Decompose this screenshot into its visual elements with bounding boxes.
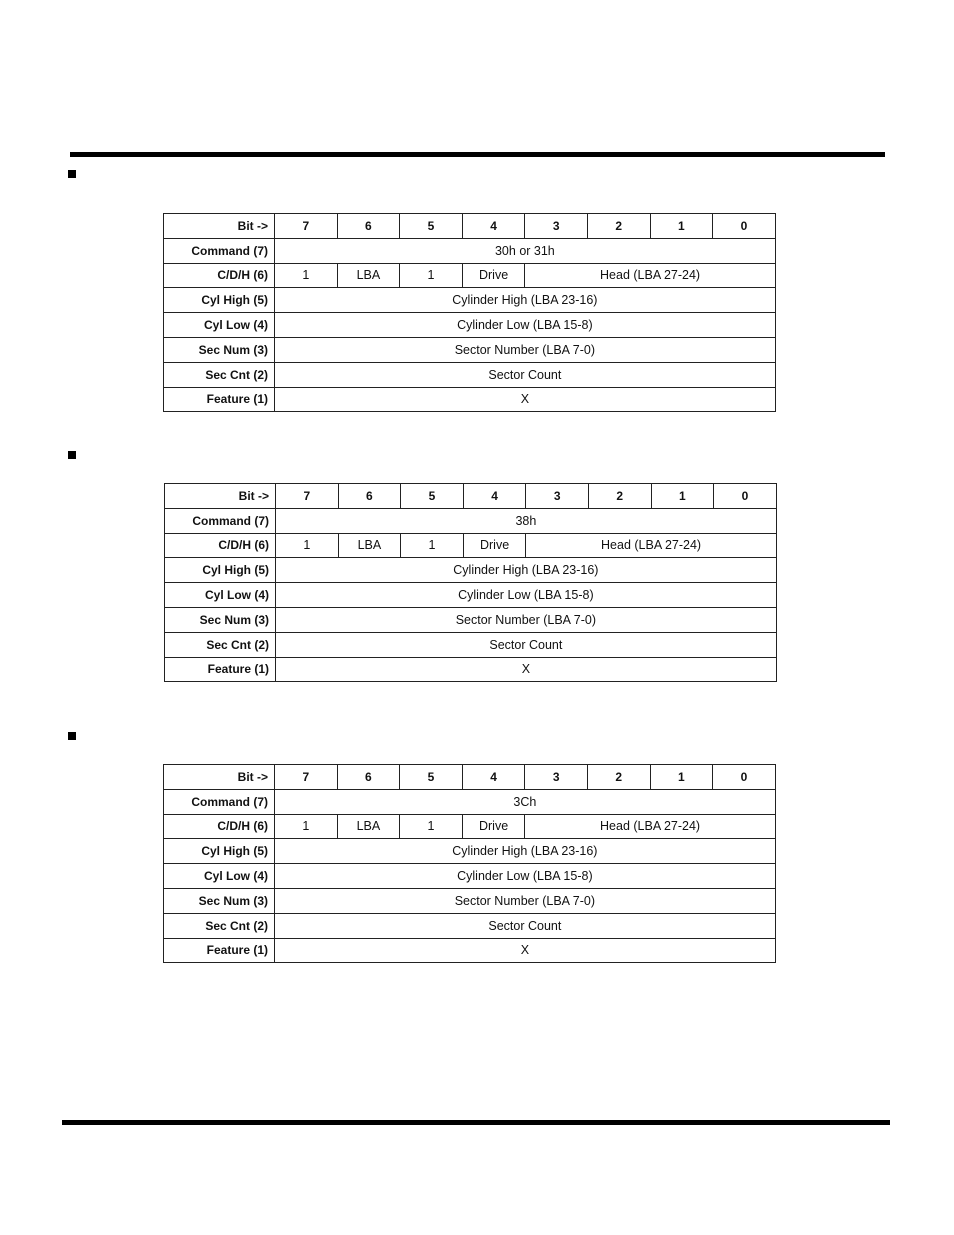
bit-number: 5: [401, 484, 464, 509]
sec-cnt-label: Sec Cnt (2): [164, 913, 275, 938]
feature-row: [164, 938, 776, 963]
sec-num-label: Sec Num (3): [164, 888, 275, 913]
command-value: 3Ch: [275, 789, 776, 814]
bit-number: 6: [337, 214, 400, 239]
bit-header-row: [164, 214, 776, 239]
feature-row: [165, 657, 777, 682]
cyl-high-value: Cylinder High (LBA 23-16): [275, 839, 776, 864]
cdh-bit7: 1: [275, 814, 338, 839]
cdh-row: [164, 263, 776, 288]
cdh-label: C/D/H (6): [165, 533, 276, 558]
register-table-2: [164, 483, 777, 682]
bit-header-label: Bit ->: [165, 484, 276, 509]
bit-header-row: [165, 484, 777, 509]
command-label: Command (7): [165, 508, 276, 533]
cyl-high-label: Cyl High (5): [164, 839, 275, 864]
command-value: 30h or 31h: [275, 238, 776, 263]
cyl-high-label: Cyl High (5): [164, 288, 275, 313]
bit-number: 5: [400, 214, 463, 239]
bit-number: 2: [588, 484, 651, 509]
cdh-label: C/D/H (6): [164, 814, 275, 839]
bit-number: 0: [713, 214, 776, 239]
command-row: [164, 238, 776, 263]
feature-label: Feature (1): [164, 387, 275, 412]
bit-number: 2: [587, 765, 650, 790]
sec-cnt-row: [164, 913, 776, 938]
cdh-bit6: LBA: [337, 814, 400, 839]
cdh-bit4: Drive: [462, 263, 525, 288]
sec-cnt-value: Sector Count: [276, 632, 777, 657]
cdh-head: Head (LBA 27-24): [526, 533, 776, 558]
bit-number: 7: [275, 765, 338, 790]
sec-cnt-label: Sec Cnt (2): [165, 632, 276, 657]
bit-number: 4: [463, 484, 526, 509]
bottom-rule: [62, 1120, 890, 1125]
cyl-high-value: Cylinder High (LBA 23-16): [275, 288, 776, 313]
bit-header-label: Bit ->: [164, 765, 275, 790]
cyl-high-row: [164, 839, 776, 864]
cyl-high-label: Cyl High (5): [165, 558, 276, 583]
feature-value: X: [275, 938, 776, 963]
cdh-bit7: 1: [275, 263, 338, 288]
bit-number: 1: [650, 765, 713, 790]
sec-cnt-label: Sec Cnt (2): [164, 362, 275, 387]
bit-number: 2: [587, 214, 650, 239]
sec-cnt-row: [164, 362, 776, 387]
sec-num-value: Sector Number (LBA 7-0): [275, 888, 776, 913]
cyl-low-value: Cylinder Low (LBA 15-8): [276, 583, 777, 608]
cdh-bit4: Drive: [463, 533, 526, 558]
cdh-label: C/D/H (6): [164, 263, 275, 288]
sec-num-label: Sec Num (3): [165, 607, 276, 632]
bullet-icon: [68, 451, 76, 459]
bit-number: 6: [337, 765, 400, 790]
cdh-row: [164, 814, 776, 839]
cyl-low-label: Cyl Low (4): [165, 583, 276, 608]
top-rule: [70, 152, 885, 157]
sec-cnt-value: Sector Count: [275, 362, 776, 387]
feature-label: Feature (1): [164, 938, 275, 963]
cyl-high-value: Cylinder High (LBA 23-16): [276, 558, 777, 583]
cdh-bit4: Drive: [462, 814, 525, 839]
bit-number: 7: [275, 214, 338, 239]
command-row: [164, 789, 776, 814]
bit-number: 7: [276, 484, 339, 509]
cdh-head: Head (LBA 27-24): [525, 814, 775, 839]
bit-number: 3: [526, 484, 589, 509]
bit-number: 1: [650, 214, 713, 239]
sec-num-row: [165, 607, 777, 632]
register-table-1: [163, 213, 776, 412]
bit-number: 3: [525, 214, 588, 239]
cdh-bit7: 1: [276, 533, 339, 558]
bit-number: 4: [462, 765, 525, 790]
cyl-low-row: [164, 864, 776, 889]
bit-number: 3: [525, 765, 588, 790]
bit-number: 6: [338, 484, 401, 509]
bullet-icon: [68, 732, 76, 740]
bit-number: 1: [651, 484, 714, 509]
cyl-low-row: [164, 313, 776, 338]
register-table-3: [163, 764, 776, 963]
bit-number: 0: [714, 484, 777, 509]
bit-header-label: Bit ->: [164, 214, 275, 239]
cdh-bit5: 1: [400, 263, 463, 288]
bit-number: 4: [462, 214, 525, 239]
command-value: 38h: [276, 508, 777, 533]
cdh-bit6: LBA: [338, 533, 401, 558]
bit-header-row: [164, 765, 776, 790]
command-label: Command (7): [164, 789, 275, 814]
cdh-head: Head (LBA 27-24): [525, 263, 775, 288]
feature-value: X: [276, 657, 777, 682]
sec-num-label: Sec Num (3): [164, 337, 275, 362]
feature-value: X: [275, 387, 776, 412]
command-label: Command (7): [164, 238, 275, 263]
sec-cnt-row: [165, 632, 777, 657]
bit-number: 5: [400, 765, 463, 790]
sec-num-row: [164, 337, 776, 362]
cdh-bit5: 1: [400, 814, 463, 839]
cyl-high-row: [165, 558, 777, 583]
cyl-low-label: Cyl Low (4): [164, 864, 275, 889]
cdh-bit6: LBA: [337, 263, 400, 288]
sec-num-row: [164, 888, 776, 913]
sec-num-value: Sector Number (LBA 7-0): [275, 337, 776, 362]
feature-row: [164, 387, 776, 412]
command-row: [165, 508, 777, 533]
cyl-low-value: Cylinder Low (LBA 15-8): [275, 864, 776, 889]
bullet-icon: [68, 170, 76, 178]
sec-num-value: Sector Number (LBA 7-0): [276, 607, 777, 632]
cdh-row: [165, 533, 777, 558]
bit-number: 0: [713, 765, 776, 790]
cdh-bit5: 1: [401, 533, 464, 558]
cyl-high-row: [164, 288, 776, 313]
cyl-low-label: Cyl Low (4): [164, 313, 275, 338]
feature-label: Feature (1): [165, 657, 276, 682]
cyl-low-value: Cylinder Low (LBA 15-8): [275, 313, 776, 338]
sec-cnt-value: Sector Count: [275, 913, 776, 938]
cyl-low-row: [165, 583, 777, 608]
